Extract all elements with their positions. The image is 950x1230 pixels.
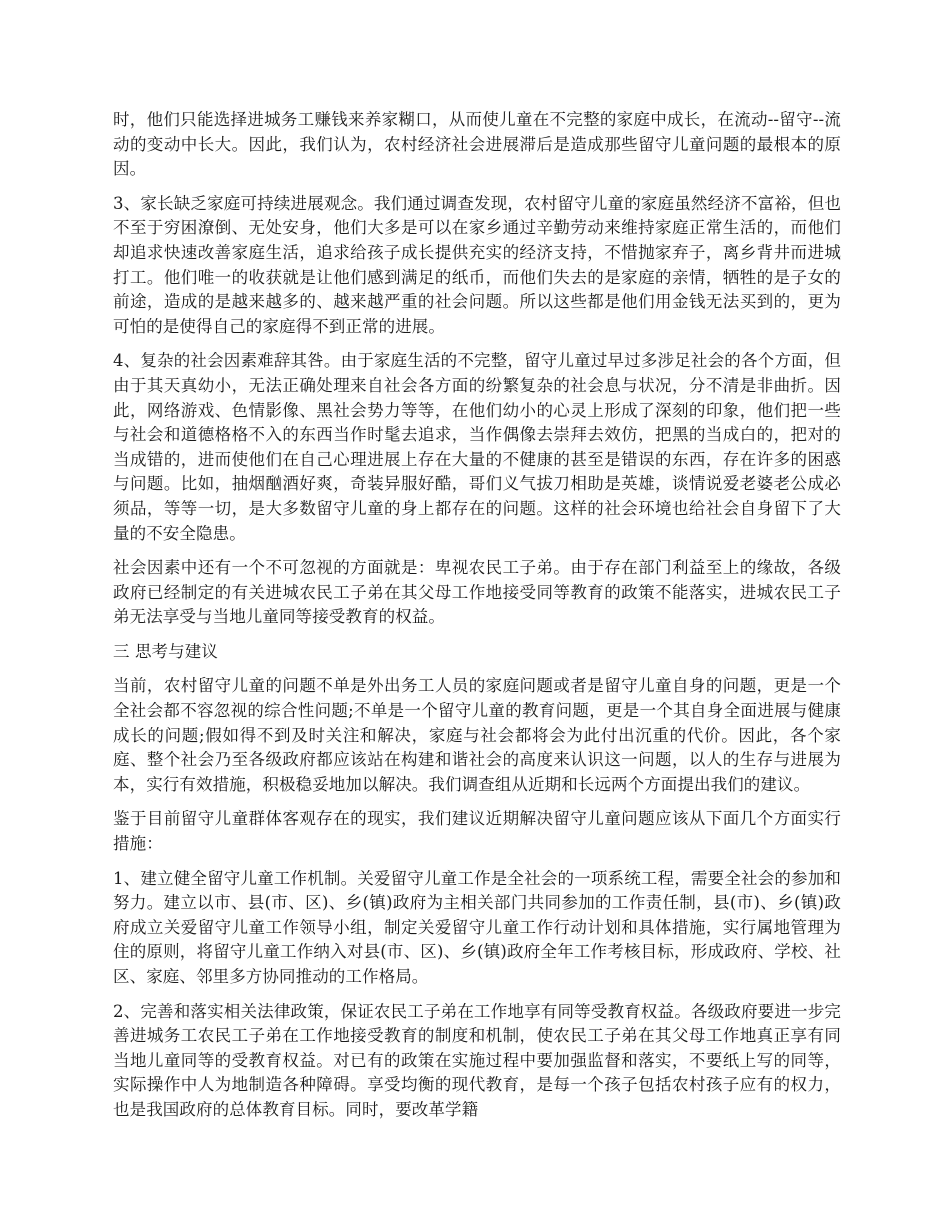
paragraph-current-situation: 当前，农村留守儿童的问题不单是外出务工人员的家庭问题或者是留守儿童自身的问题，更是一个全社会都不容忽视的综合性问题;不单是一个留守儿童的教育问题，更是一个其自身全面进展与健康成长的问题;假如得不到及时关注和解决，家庭与社会都将会为此付出沉重的代价。因此，各个家庭、整个社会乃至各级政府都应该站在构建和谐社会的高度来认识这一问题，以人的生存与进展为本，实行有效措施，积极稳妥地加以解决。我们调查组从近期和长远两个方面提出我们的建议。 (113, 676, 841, 794)
paragraph-point-3: 3、家长缺乏家庭可持续进展观念。我们通过调查发现，农村留守儿童的家庭虽然经济不富裕，但也不至于穷困潦倒、无处安身，他们大多是可以在家乡通过辛勤劳动来维持家庭正常生活的，而他们却追求快速改善家庭生活，追求给孩子成长提供充实的经济支持，不惜抛家弃子，离乡背井而进城打工。他们唯一的收获就是让他们感到满足的纸币，而他们失去的是家庭的亲情，牺牲的是子女的前途，造成的是越来越多的、越来越严重的社会问题。所以这些都是他们用金钱无法买到的，更为可怕的是使得自己的家庭得不到正常的进展。 (113, 193, 841, 336)
document-body (113, 108, 841, 1133)
paragraph-measure-2: 2、完善和落实相关法律政策，保证农民工子弟在工作地享有同等受教育权益。各级政府要进一步完善进城务工农民工子弟在工作地接受教育的制度和机制，使农民工子弟在其父母工作地真正享有同当地儿童同等的受教育权益。对已有的政策在实施过程中要加强监督和落实，不要纸上写的同等，实际操作中人为地制造各种障碍。享受均衡的现代教育，是每一个孩子包括农村孩子应有的权力，也是我国政府的总体教育目标。同时，要改革学籍 (113, 1001, 841, 1119)
paragraph-measure-1: 1、建立健全留守儿童工作机制。关爱留守儿童工作是全社会的一项系统工程，需要全社会的参加和努力。建立以市、县(市、区)、乡(镇)政府为主相关部门共同参加的工作责任制，县(市)、乡(镇)政府成立关爱留守儿童工作领导小组，制定关爱留守儿童工作行动计划和具体措施，实行属地管理为住的原则，将留守儿童工作纳入对县(市、区)、乡(镇)政府全年工作考核目标，形成政府、学校、社区、家庭、邻里多方协同推动的工作格局。 (113, 868, 841, 986)
paragraph-recommendation-intro: 鉴于目前留守儿童群体客观存在的现实，我们建议近期解决留守儿童问题应该从下面几个方面实行措施： (113, 809, 841, 854)
paragraph-social-factors: 社会因素中还有一个不可忽视的方面就是：卑视农民工子弟。由于存在部门利益至上的缘故，各级政府已经制定的有关进城农民工子弟在其父母工作地接受同等教育的政策不能落实，进城农民工子弟无法享受与当地儿童同等接受教育的权益。 (113, 558, 841, 627)
paragraph-point-4: 4、复杂的社会因素难辞其咎。由于家庭生活的不完整，留守儿童过早过多涉足社会的各个方面，但由于其天真幼小，无法正确处理来自社会各方面的纷繁复杂的社会息与状况，分不清是非曲折。因此，网络游戏、色情影像、黑社会势力等等，在他们幼小的心灵上形成了深刻的印象，他们把一些与社会和道德格格不入的东西当作时髦去追求，当作偶像去崇拜去效仿，把黑的当成白的，把对的当成错的，进而使他们在自己心理进展上存在大量的不健康的甚至是错误的东西，存在许多的困惑与问题。比如，抽烟酗酒好爽，奇装异服好酷，哥们义气拔刀相助是英雄，谈情说爱老婆老公成必须品，等等一切，是大多数留守儿童的身上都存在的问题。这样的社会环境也给社会自身留下了大量的不安全隐患。 (113, 351, 841, 543)
section-heading: 三 思考与建议 (113, 641, 218, 661)
paragraph-intro-continuation: 时，他们只能选择进城务工赚钱来养家糊口，从而使儿童在不完整的家庭中成长，在流动--留守--流动的变动中长大。因此，我们认为，农村经济社会进展滞后是造成那些留守儿童问题的最根本的原因。 (113, 110, 841, 179)
